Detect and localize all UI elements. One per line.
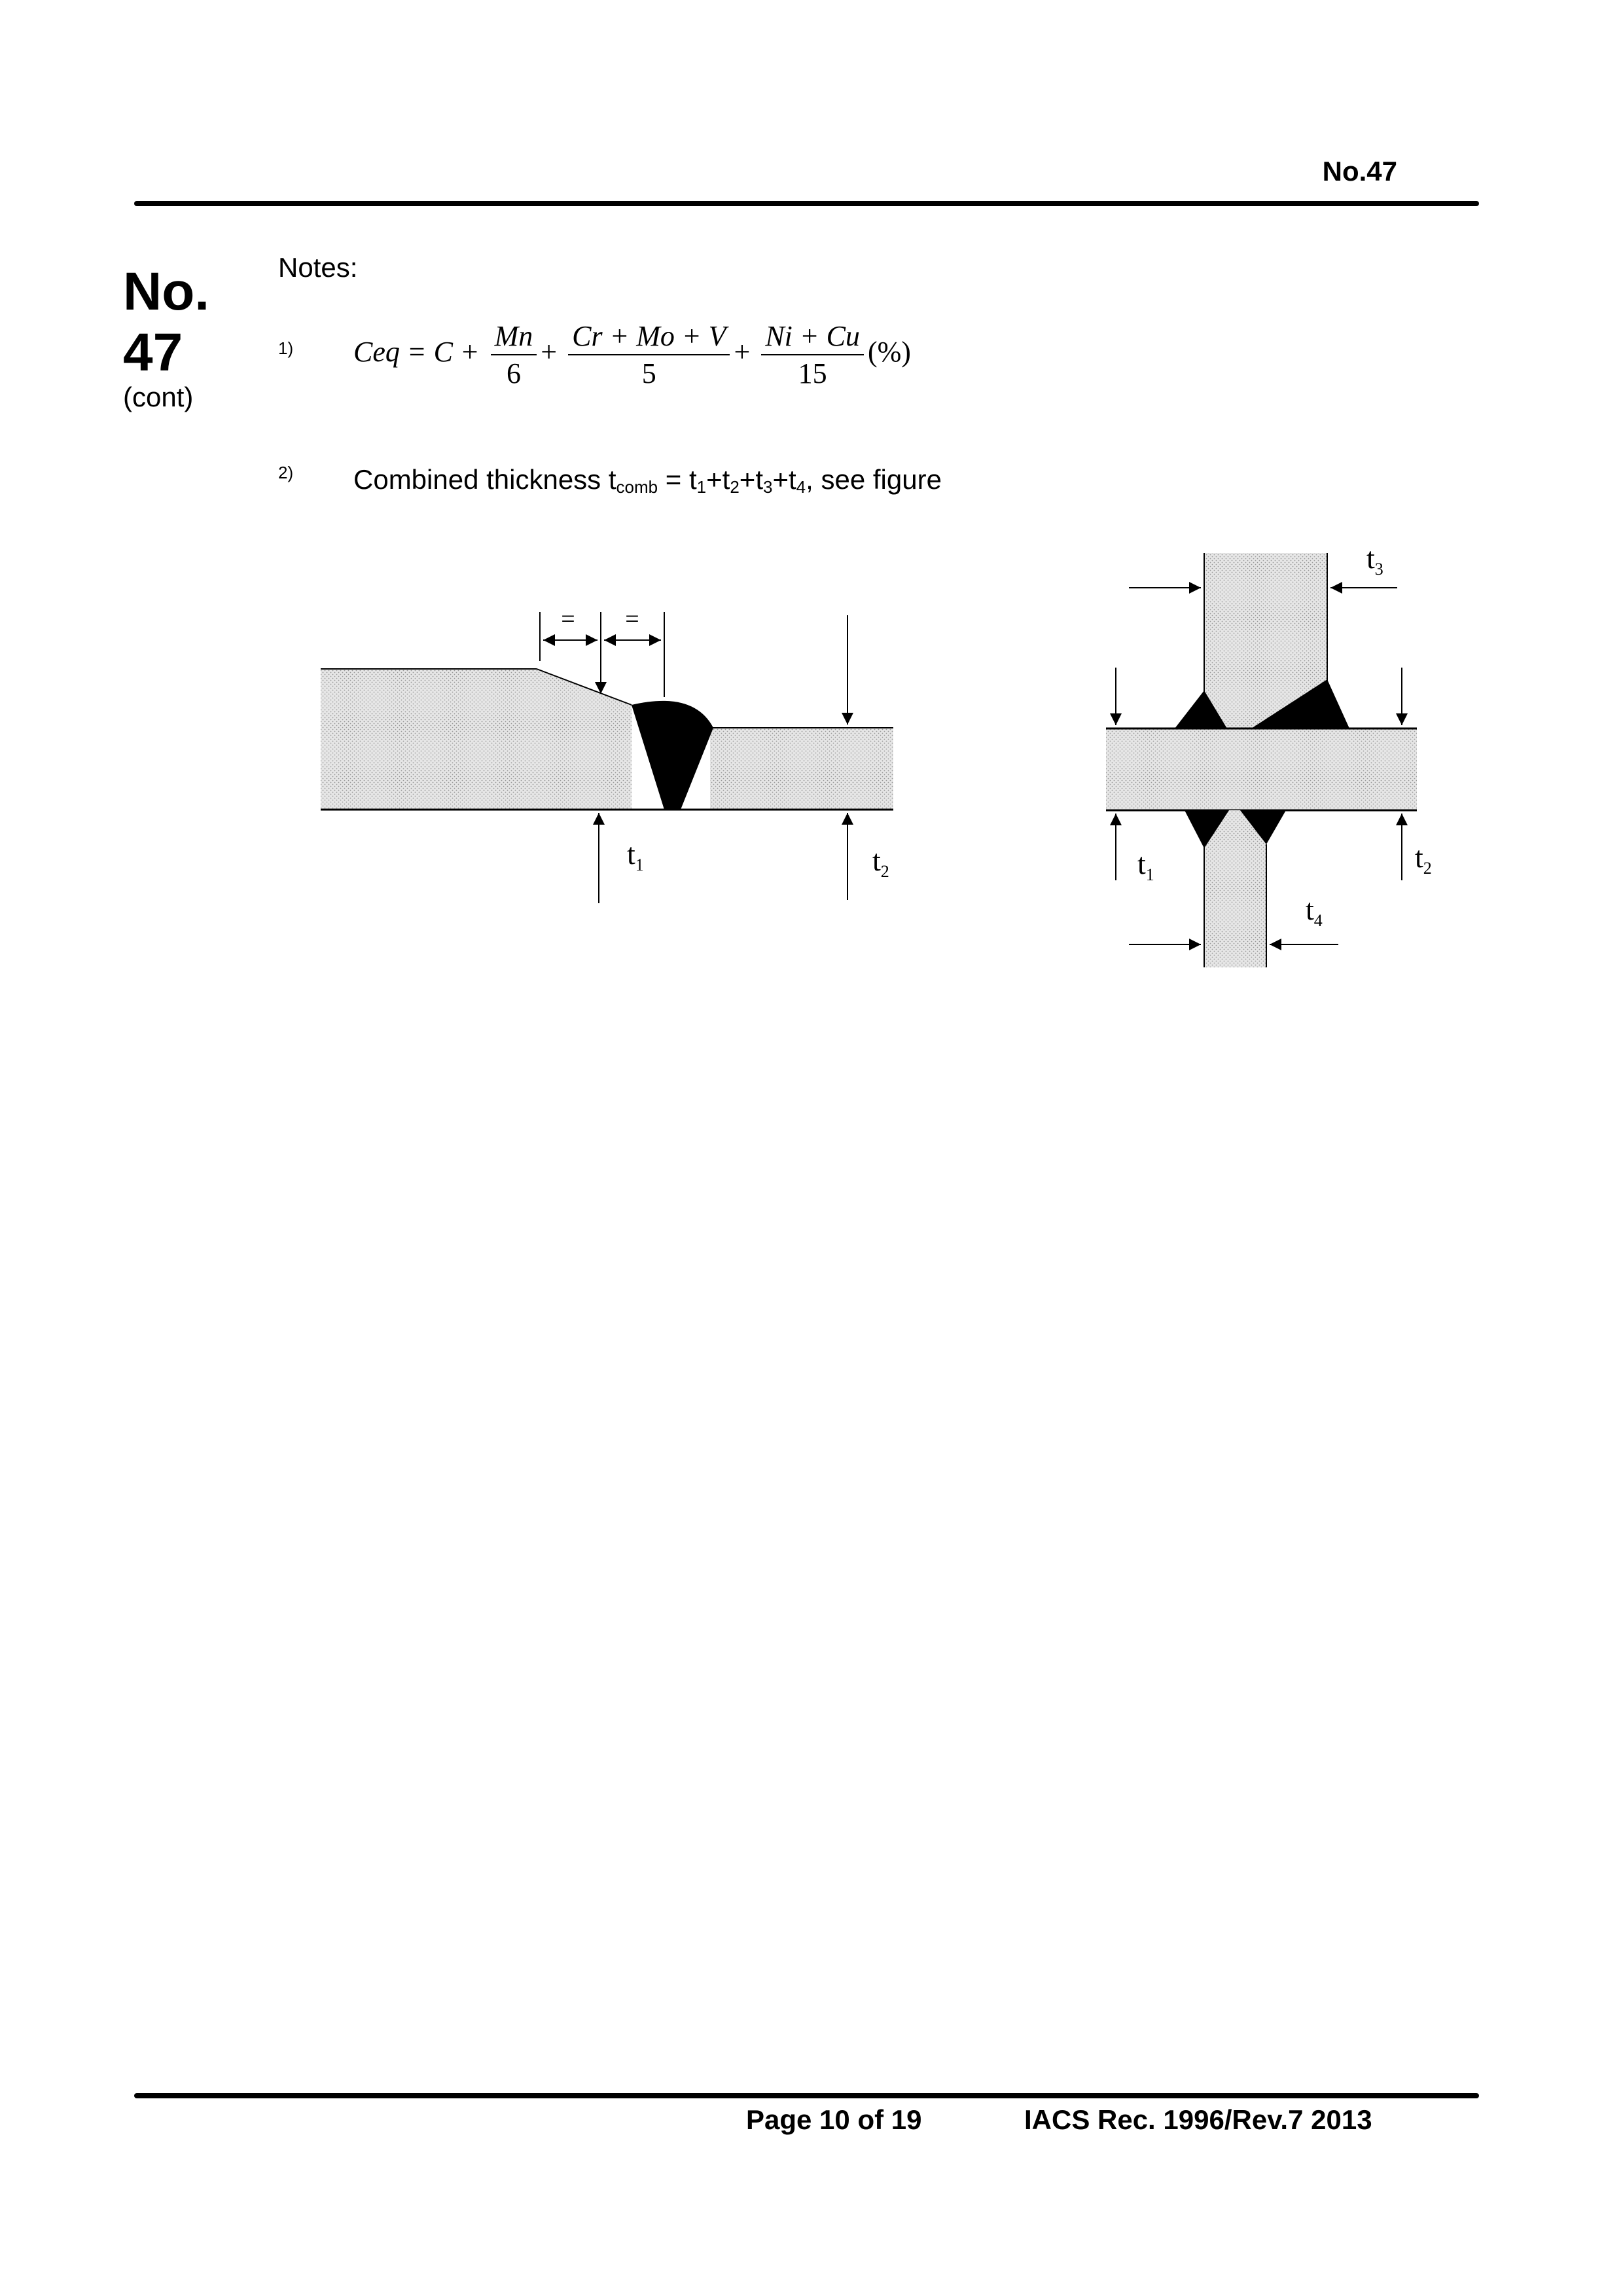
frac-numerator: Ni + Cu (761, 319, 864, 355)
header-doc-number: No.47 (1322, 156, 1397, 187)
frac-denominator: 6 (506, 357, 521, 389)
subscript-4: 4 (796, 477, 806, 497)
label-t1: $t_1$ (627, 837, 644, 874)
sidebar-number: 47 (123, 323, 183, 382)
weld-bead (632, 701, 713, 810)
sidebar-no-label: No. (123, 262, 210, 321)
label-t4: $t_4$ (1306, 893, 1323, 930)
frac-numerator: Mn (491, 319, 537, 355)
footer-rec-id: IACS Rec. 1996/Rev.7 2013 (1024, 2104, 1372, 2135)
footer-page-number: Page 10 of 19 (746, 2104, 922, 2135)
sentence-part: Combined thickness t (353, 464, 616, 495)
formula-unit: (%) (867, 336, 911, 368)
subscript-3: 3 (763, 477, 773, 497)
subscript-2: 2 (730, 477, 740, 497)
note2-marker: 2) (278, 463, 294, 482)
subscript-1: 1 (696, 477, 707, 497)
equal-mark: = (561, 605, 575, 633)
notes-title: Notes: (278, 252, 358, 283)
sentence-part: +t (706, 464, 730, 495)
formula-lhs: Ceq = C + (353, 336, 480, 368)
tapered-plate (321, 669, 632, 810)
label-t2: $t_2$ (1415, 840, 1432, 878)
footer-rule (134, 2093, 1479, 2098)
frac-numerator: Cr + Mo + V (568, 319, 730, 355)
frac-denominator: 5 (641, 357, 656, 389)
horizontal-plate (1106, 728, 1417, 810)
cruciform-figure (1106, 541, 1432, 967)
frac-denominator: 15 (798, 357, 827, 389)
sidebar-cont-label: (cont) (123, 382, 194, 412)
ceq-formula: Ceq = C + $\frac{Mn}{6}$ + $\frac{Cr + Mo + V}{5}$ + $\frac{Ni + Cu}{15}$ (%) (353, 320, 911, 389)
sentence-part: , see figure (806, 464, 942, 495)
butt-weld-figure (321, 605, 893, 903)
sentence-part: +t (772, 464, 796, 495)
subscript-comb: comb (616, 477, 658, 497)
sentence-part: = t (658, 464, 697, 495)
note1-marker: 1) (278, 338, 294, 358)
label-t3: $t_3$ (1366, 541, 1383, 579)
label-t1: $t_1$ (1137, 847, 1154, 884)
sentence-part: +t (739, 464, 763, 495)
label-t2: $t_2$ (872, 844, 889, 881)
thin-plate (710, 728, 893, 810)
equal-mark: = (625, 605, 639, 633)
